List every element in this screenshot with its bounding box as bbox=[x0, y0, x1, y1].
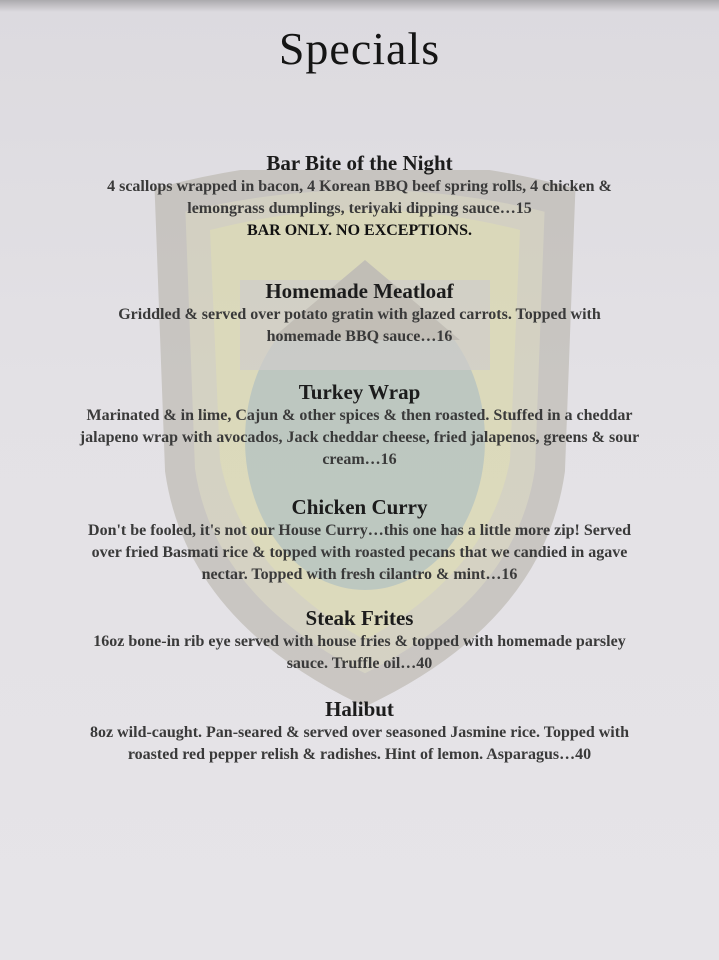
menu-item-meatloaf bbox=[0, 278, 719, 348]
item-description-line: Marinated & in lime, Cajun & other spices & then roasted. Stuffed in a cheddar bbox=[86, 407, 633, 424]
item-description-line: jalapeno wrap with avocados, Jack cheddar cheese, fried jalapenos, greens & sour bbox=[79, 429, 640, 446]
item-description-line: lemongrass dumplings, teriyaki dipping sauce…15 bbox=[187, 200, 532, 217]
item-name: Steak Frites bbox=[305, 606, 414, 630]
item-name: Chicken Curry bbox=[291, 495, 428, 519]
menu-item-chicken-curry bbox=[0, 494, 719, 586]
item-description-line: 16oz bone-in rib eye served with house fries & topped with homemade parsley bbox=[93, 633, 626, 650]
menu-item-halibut bbox=[0, 696, 719, 766]
item-description-line: Don't be fooled, it's not our House Curry…this one has a little more zip! Served bbox=[88, 522, 631, 539]
item-description-line: nectar. Topped with fresh cilantro & mint…16 bbox=[201, 566, 518, 583]
item-description-line: over fried Basmati rice & topped with roasted pecans that we candied in agave bbox=[91, 544, 628, 561]
item-description-line: homemade BBQ sauce…16 bbox=[266, 328, 453, 345]
item-description-line: sauce. Truffle oil…40 bbox=[286, 655, 433, 672]
photo-edge-shadow bbox=[0, 0, 719, 12]
item-description-line: Griddled & served over potato gratin with glazed carrots. Topped with bbox=[118, 306, 601, 323]
item-name: Halibut bbox=[325, 697, 394, 721]
item-description-line: cream…16 bbox=[322, 451, 397, 468]
item-description-line: 4 scallops wrapped in bacon, 4 Korean BBQ beef spring rolls, 4 chicken & bbox=[107, 178, 612, 195]
item-description-line: 8oz wild-caught. Pan-seared & served over seasoned Jasmine rice. Topped with bbox=[90, 724, 629, 741]
item-note: BAR ONLY. NO EXCEPTIONS. bbox=[246, 222, 473, 239]
menu-item-bar-bite bbox=[0, 150, 719, 242]
item-description-line: roasted red pepper relish & radishes. Hint of lemon. Asparagus…40 bbox=[127, 746, 592, 763]
item-name: Bar Bite of the Night bbox=[266, 151, 453, 175]
item-name: Turkey Wrap bbox=[298, 380, 421, 404]
menu-item-turkey-wrap bbox=[0, 379, 719, 471]
page-title: Specials bbox=[278, 23, 441, 74]
menu-item-steak-frites bbox=[0, 605, 719, 675]
item-name: Homemade Meatloaf bbox=[265, 279, 454, 303]
